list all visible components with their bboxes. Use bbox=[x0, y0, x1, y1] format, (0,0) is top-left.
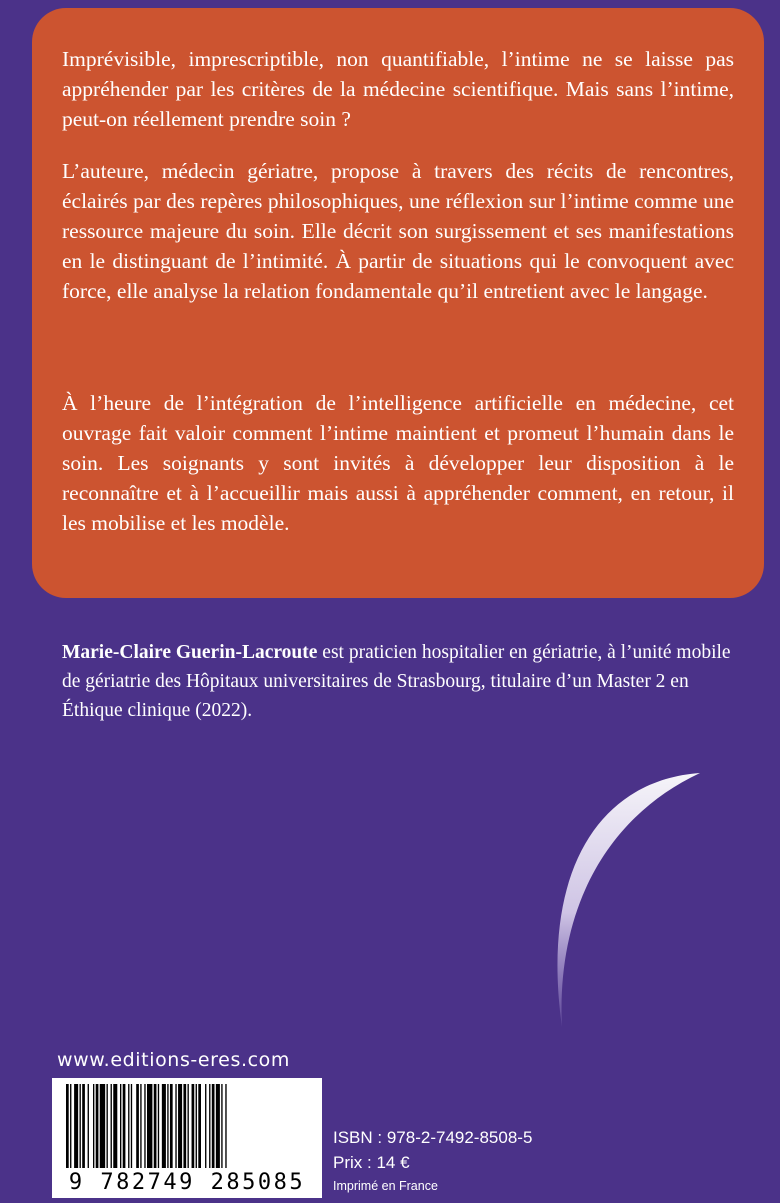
author-bio-text: est praticien hospitalier en gériatrie, à l’unité mobile de gériatrie des Hôpitaux universitaires de Strasbourg, titulaire d’un Master 2 en Éthique clinique (2022). bbox=[62, 642, 731, 721]
summary-paragraph-1: Imprévisible, imprescriptible, non quantifiable, l’intime ne se laisse pas appréhender par les critères de la médecine scientifique. Mais sans l’intime, peut-on réellement prendre soin ? bbox=[62, 47, 734, 131]
price: Prix : 14 € bbox=[333, 1153, 410, 1172]
barcode-digits: 9 782749 285085 bbox=[68, 1170, 306, 1195]
barcode-bars bbox=[64, 1084, 310, 1168]
summary-paragraph-2: L’auteure, médecin gériatre, propose à travers des récits de rencontres, éclairés par des repères philosophiques, une réflexion sur l’intime comme une ressource majeure du soin. Elle décrit son surgissement et ses manifestations en le distinguant de l’intimité. À partir de situations qui le convoquent avec force, elle analyse la relation fondamentale qu’il entretient avec le langage. bbox=[62, 159, 734, 303]
summary-box bbox=[32, 8, 764, 598]
author-bio bbox=[62, 638, 734, 725]
isbn: ISBN : 978-2-7492-8508-5 bbox=[333, 1128, 533, 1147]
printed-in: Imprimé en France bbox=[333, 1179, 438, 1193]
summary-paragraph-3: À l’heure de l’intégration de l’intelligence artificielle en médecine, cet ouvrage fait valoir comment l’intime maintient et promeut l’humain dans le soin. Les soignants y sont invités à développer leur disposition à le reconnaître et à l’accueillir mais aussi à appréhender comment, en retour, il les mobilise et les modèle. bbox=[62, 391, 734, 535]
crescent-moon-icon bbox=[540, 765, 705, 1035]
publisher-website[interactable]: www.editions-eres.com bbox=[57, 1049, 290, 1071]
barcode bbox=[52, 1078, 322, 1198]
author-name: Marie-Claire Guerin-Lacroute bbox=[62, 642, 318, 663]
